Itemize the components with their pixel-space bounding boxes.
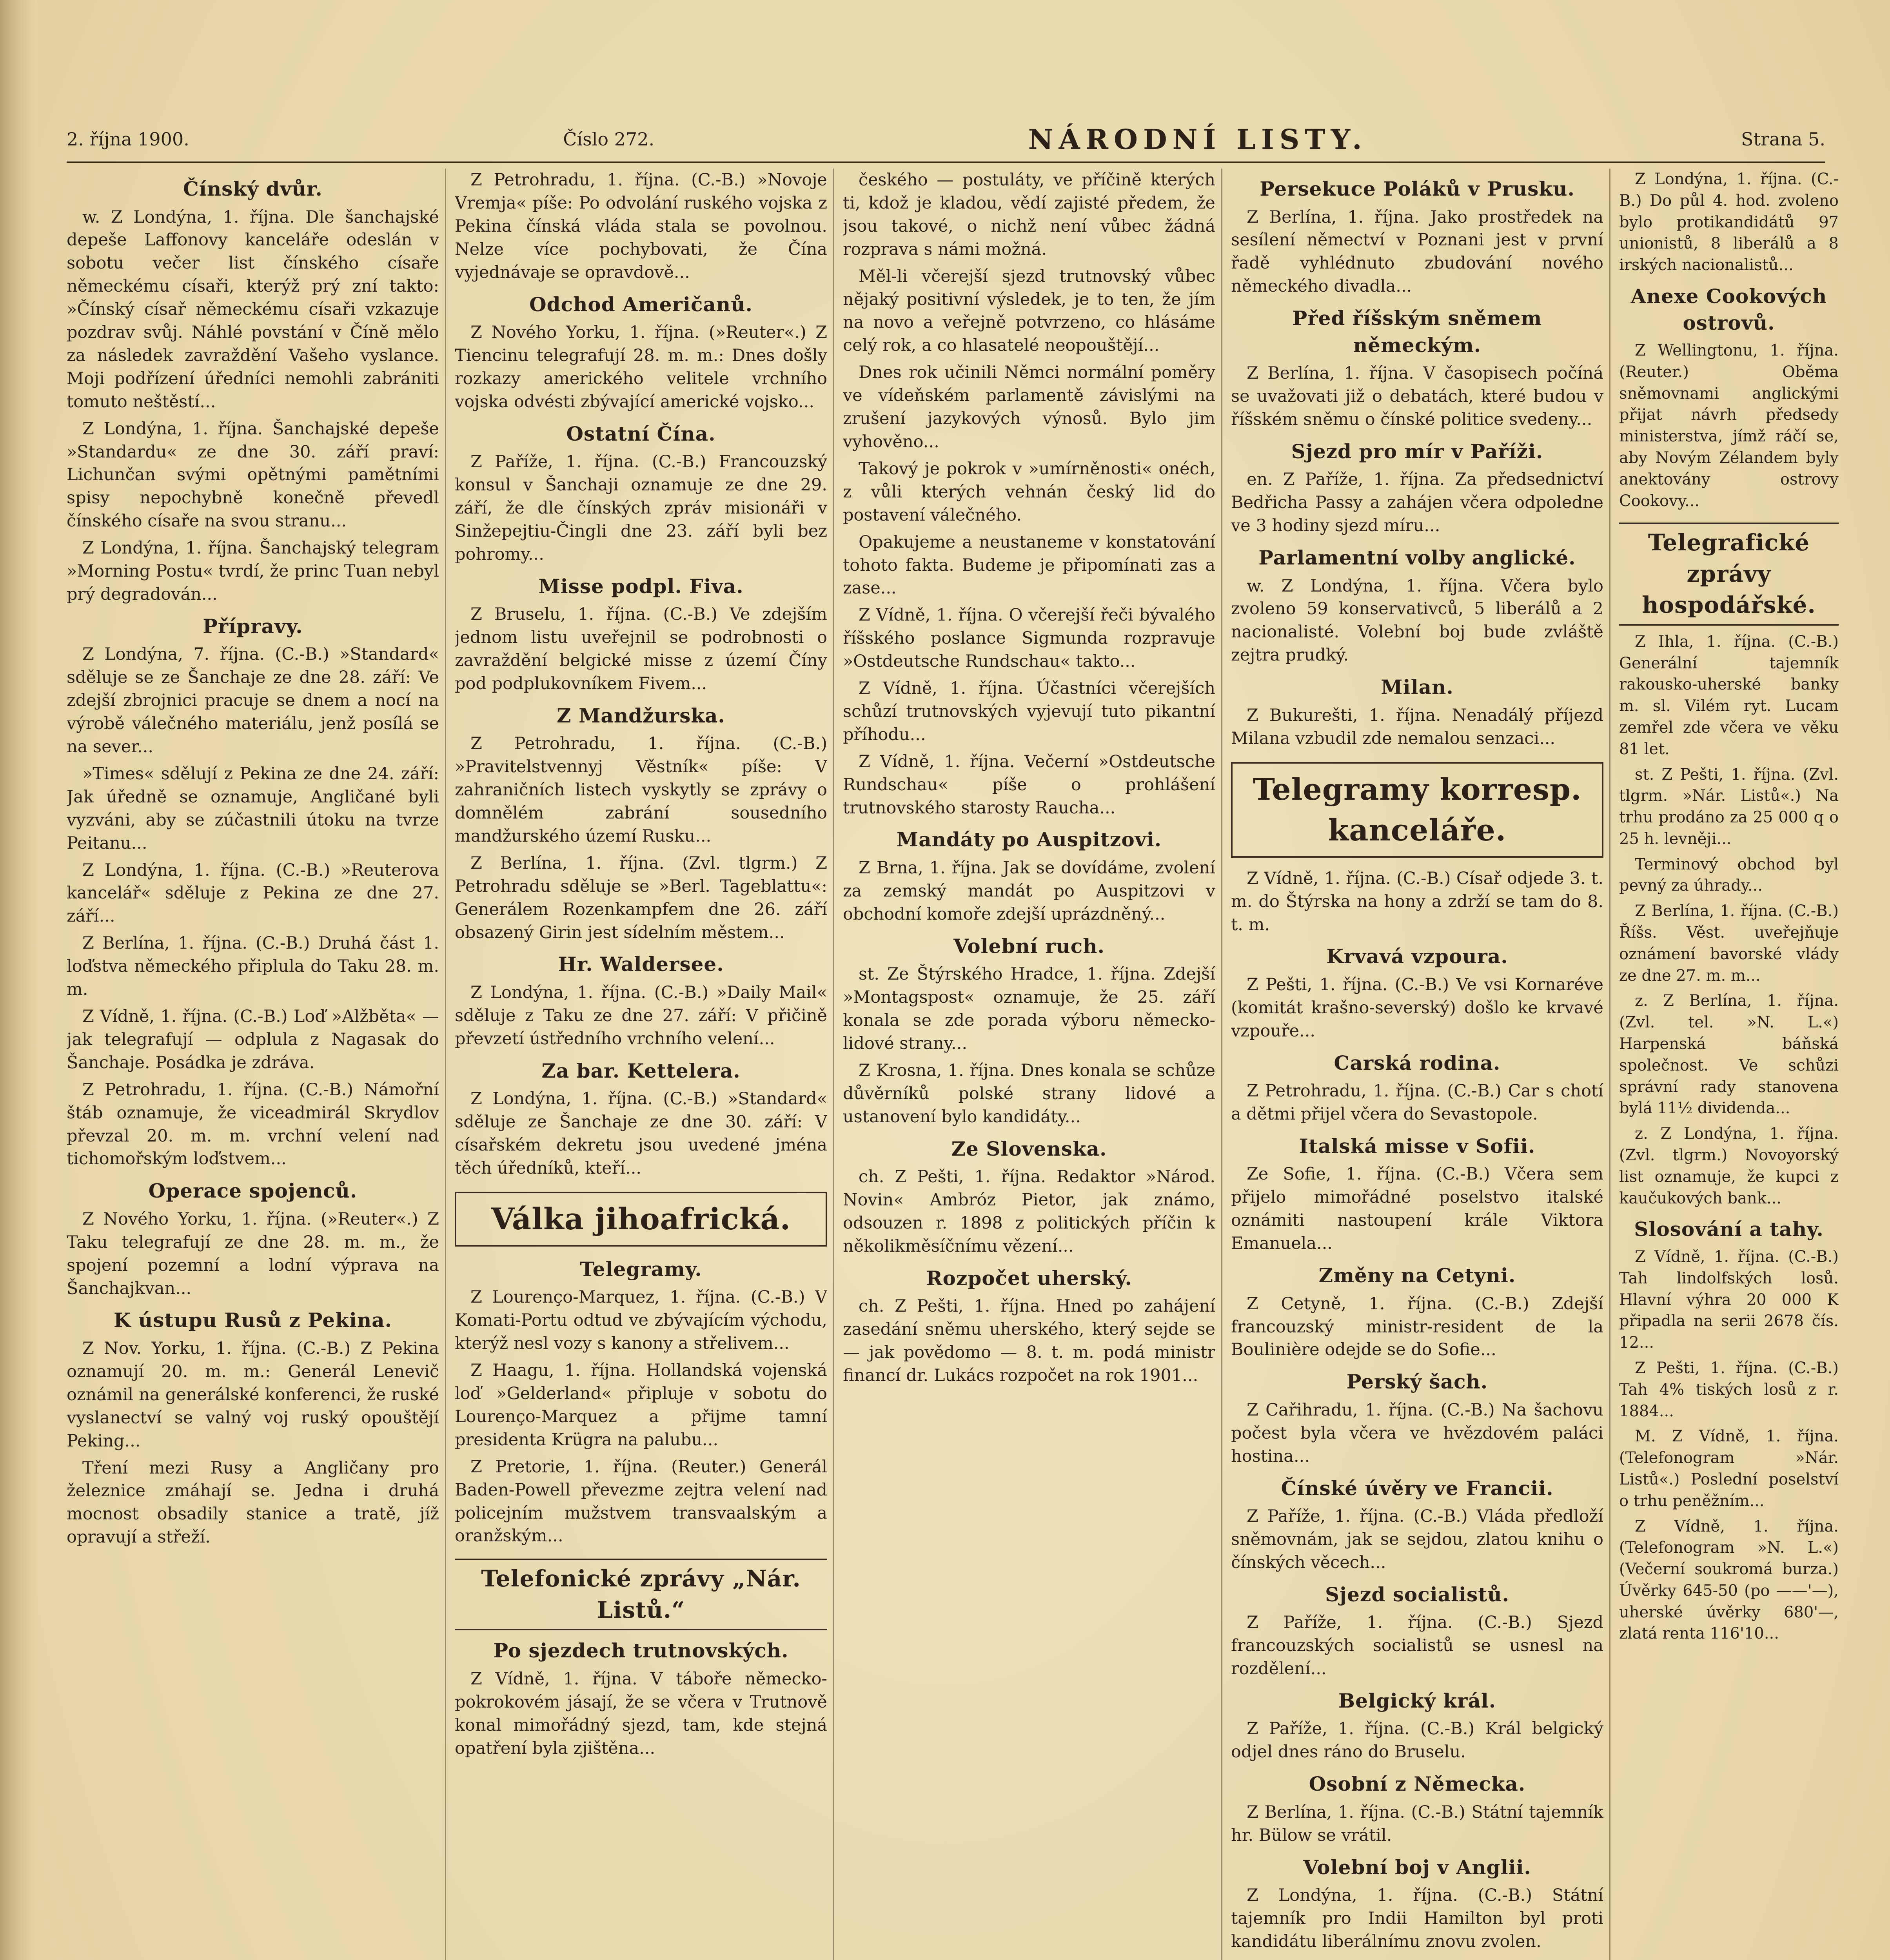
section-heading: Před říšským sněmem německým. (1292, 307, 1542, 357)
article-paragraph: z. Z Londýna, 1. října. (Zvl. tlgrm.) Novoyorský list oznamuje, že kupci z kaučukových bank... (1619, 1125, 1839, 1207)
article-paragraph: Z Londýna, 1. října. (C.-B.) »Reuterova kancelář« sděluje z Pekina ze dne 27. září... (67, 860, 439, 926)
article-paragraph: Z Londýna, 1. října. (C.-B.) »Daily Mail« sděluje z Taku ze dne 27. září: V přičině převzetí ústředního vrchního velení... (455, 982, 827, 1049)
article-paragraph: Z Haagu, 1. října. Hollandská vojenská loď »Gelderland« připluje v sobotu do Lourenço-Marquez a přijme tamní presidenta Krügra na palubu... (455, 1361, 827, 1450)
article-paragraph: Z Londýna, 1. října. Šanchajské depeše »Standardu« ze dne 30. září praví: Lichunčan svými opětnými pamětními spisy nepochybně konečně převedl čínského císaře na svou stranu... (67, 419, 439, 531)
section-heading: Parlamentní volby anglické. (1258, 546, 1576, 570)
article-paragraph: w. Z Londýna, 1. října. Včera bylo zvoleno 59 konservativců, 5 liberálů a 2 nacionalisté. Volební boj bude zvláště zejtra prudký. (1231, 576, 1603, 665)
article-paragraph: Dnes rok učinili Němci normální poměry ve vídeňském parlamentě závislými na zrušení jazykových výnosů. Bylo jim vyhověno... (843, 363, 1215, 452)
article-paragraph: z. Z Berlína, 1. října. (Zvl. tel. »N. L.«) Harpenská báňská společnost. Ve schůzi správní rady stanovena bylá 11½ dividenda... (1619, 992, 1839, 1118)
section-heading: Krvavá vzpoura. (1326, 945, 1508, 968)
article-paragraph: Z Petrohradu, 1. října. (C.-B.) Námořní štáb oznamuje, že viceadmirál Skrydlov převzal 20. m. m. vrchní velení nad tichomořským loďstvem... (67, 1080, 439, 1169)
article-paragraph: st. Ze Štýrského Hradce, 1. října. Zdejší »Montagspost« oznamuje, že 25. září konala se zde porada výboru německo-lidové strany... (843, 964, 1215, 1053)
section-heading: Volební boj v Anglii. (1303, 1855, 1531, 1879)
section-heading: Odchod Američanů. (529, 292, 753, 316)
article-paragraph: Z Vídně, 1. října. (C.-B.) Tah lindolfských losů. Hlavní výhra 20 000 K připadla na serii 2678 čís. 12... (1619, 1247, 1839, 1352)
section-heading: Sjezd socialistů. (1325, 1583, 1510, 1606)
section-heading: Carská rodina. (1334, 1051, 1501, 1074)
article-paragraph: Z Bukurešti, 1. října. Nenadálý příjezd Milana vzbudil zde nemalou senzaci... (1231, 705, 1603, 748)
section-heading: Misse podpl. Fiva. (538, 574, 744, 598)
article-paragraph: M. Z Vídně, 1. října. (Telefonogram »Nár. Listů«.) Poslední poselství o trhu peněžním... (1619, 1427, 1839, 1510)
article-paragraph: Terminový obchod byl pevný za úhrady... (1619, 855, 1839, 895)
article-paragraph: Z Petrohradu, 1. října. (C.-B.) »Pravitelstvennyj Věstník« píše: V zahraničních listech vyskytly se zprávy o domnělém zabrání sousedního mandžurského území Rusku... (455, 734, 827, 846)
article-paragraph: Z Pešti, 1. října. (C.-B.) Tah 4% tiských losů z r. 1884... (1619, 1359, 1839, 1420)
section-heading: Perský šach. (1346, 1370, 1488, 1394)
section-heading: K ústupu Rusů z Pekina. (113, 1308, 392, 1332)
article-paragraph: Z Berlína, 1. října. Jako prostředek na sesílení němectví v Poznani jest v první řadě vyhlédnuto zbudování nového německého divadla... (1231, 207, 1603, 296)
column-divider (833, 169, 834, 1960)
article-paragraph: Z Londýna, 1. října. (C.-B.) »Standard« sděluje ze Šanchaje ze dne 30. září: V císařském dekretu jsou uvedené jména těch úředníků, kteří... (455, 1089, 827, 1178)
ruled-section-title: Telegrafické zprávy hospodářské. (1619, 523, 1839, 625)
article-paragraph: Z Krosna, 1. října. Dnes konala se schůze důvěrníků polské strany lidové a ustanovení bylo kandidáty... (843, 1060, 1215, 1127)
section-heading: Změny na Cetyni. (1318, 1264, 1516, 1287)
article-paragraph: Z Nového Yorku, 1. října. (»Reuter«.) Z Taku telegrafují ze dne 28. m. m., že spojení pozemní a lodní výprava na Šanchajkvan... (67, 1209, 439, 1298)
section-heading: Čínský dvůr. (183, 177, 323, 200)
article-paragraph: Ze Sofie, 1. října. (C.-B.) Včera sem přijelo mimořádné poselstvo italské oznámiti nastoupení krále Viktora Emanuela... (1231, 1164, 1603, 1254)
boxed-section-title: Válka jihoafrická. (455, 1192, 827, 1247)
article-paragraph: Z Vídně, 1. října. (Telefonogram »N. L.«) (Večerní soukromá burza.) Úvěrky 645-50 (po ——'—), uherské úvěrky 680'—, zlatá renta 116'10... (1619, 1517, 1839, 1643)
article-paragraph: Z Cařihradu, 1. října. (C.-B.) Na šachovu počest byla včera ve hvězdovém paláci hostina... (1231, 1400, 1603, 1466)
article-paragraph: ch. Z Pešti, 1. října. Hned po zahájení zasedání sněmu uherského, který sejde se — jak povědomo — 8. t. m. podá ministr financí dr. Lukács rozpočet na rok 1901... (843, 1296, 1215, 1385)
article-paragraph: Z Berlína, 1. října. V časopisech počíná se uvažovati již o debatách, které budou v říšském sněmu o čínské politice svedeny... (1231, 363, 1603, 429)
article-paragraph: Z Nov. Yorku, 1. října. (C.-B.) Z Pekina oznamují 20. m. m.: Generál Lenevič oznámil na generálské konferenci, že ruské vyslanectví se valný voj ruský opouštějí Peking... (67, 1338, 439, 1451)
article-paragraph: »Times« sdělují z Pekina ze dne 24. září: Jak úředně se oznamuje, Angličané byli vyzváni, aby se zúčastnili útoku na tvrze Peitanu... (67, 764, 439, 853)
article-paragraph: Z Vídně, 1. října. V táboře německo-pokrokovém jásají, že se včera v Trutnově konal mimořádný sjezd, tam, kde stejná opatření byla zjištěna... (455, 1669, 827, 1758)
article-paragraph: Z Vídně, 1. října. Účastníci včerejších schůzí trutnovských vyjevují tuto pikantní příhodu... (843, 679, 1215, 744)
article-paragraph: Z Londýna, 1. října. Šanchajský telegram »Morning Postu« tvrdí, že princ Tuan nebyl prý degradován... (67, 538, 439, 604)
column-5 (1619, 169, 1839, 1960)
article-paragraph: Z Pešti, 1. října. (C.-B.) Ve vsi Kornaréve (komitát krašno-severský) došlo ke krvavé vzpouře... (1231, 975, 1603, 1041)
page-number: Strana 5. (1741, 129, 1825, 150)
article-paragraph: Z Londýna, 7. října. (C.-B.) »Standard« sděluje se ze Šanchaje ze dne 28. září: Ve zdejší zbrojnici pracuje se dnem a nocí na výrobě válečného materiálu, jenž posílá se na sever... (67, 644, 439, 757)
section-heading: Z Mandžurska. (557, 704, 725, 727)
article-paragraph: Z Berlína, 1. října. (C.-B.) Říšs. Věst. uveřejňuje oznámení bavorské vlády ze dne 27. m. m... (1619, 902, 1839, 985)
article-paragraph: Z Vídně, 1. října. (C.-B.) Císař odjede 3. t. m. do Štýrska na hony a zdrží se tam do 8. t. m. (1231, 868, 1603, 935)
article-paragraph: st. Z Pešti, 1. října. (Zvl. tlgrm. »Nár. Listů«.) Na trhu prodáno za 25 000 q o 25 h. levněji... (1619, 765, 1839, 848)
column-4 (1231, 169, 1603, 1960)
article-paragraph: Z Nového Yorku, 1. října. (»Reuter«.) Z Tiencinu telegrafují 28. m. m.: Dnes došly rozkazy amerického velitele vrchního vojska odvésti zbývající americké vojsko... (455, 323, 827, 412)
section-heading: Anexe Cookových ostrovů. (1630, 284, 1827, 335)
article-paragraph: Tření mezi Rusy a Angličany pro železnice zmáhají se. Jedna i druhá mocnost obsadily stanice a tratě, jíž opravují a střeží. (67, 1458, 439, 1547)
section-heading: Italská misse v Sofii. (1299, 1134, 1536, 1158)
section-heading: Osobní z Německa. (1309, 1772, 1526, 1796)
article-paragraph: Měl-li včerejší sjezd trutnovský vůbec nějaký positivní výsledek, je to ten, že jím na novo a veřejně potvrzeno, co hlásáme celý rok, a co hlasatelé neopouštějí... (843, 266, 1215, 356)
section-heading: Čínské úvěry ve Francii. (1281, 1476, 1554, 1500)
column-divider (1221, 169, 1222, 1960)
article-paragraph: Z Vídně, 1. října. Večerní »Ostdeutsche Rundschau« píše o prohlášení trutnovského starosty Raucha... (843, 751, 1215, 818)
section-heading: Milan. (1381, 675, 1454, 699)
article-paragraph: Opakujeme a neustaneme v konstatování tohoto fakta. Budeme je připomínati zas a zase... (843, 532, 1215, 598)
article-paragraph: ch. Z Pešti, 1. října. Redaktor »Národ. Novin« Ambróz Pietor, jak známo, odsouzen r. 1898 z politických příčin k několikměsíčnímu vězení... (843, 1167, 1215, 1256)
issue-date: 2. října 1900. (67, 129, 189, 150)
article-paragraph: Z Bruselu, 1. října. (C.-B.) Ve zdejším jednom listu uveřejnil se podrobnosti o zavraždění belgické misse z území Číny pod podplukovníkem Fivem... (455, 604, 827, 693)
section-heading: Mandáty po Auspitzovi. (896, 828, 1162, 851)
column-1 (67, 169, 439, 1960)
article-paragraph: Z Ihla, 1. října. (C.-B.) Generální tajemník rakousko-uherské banky m. sl. Vilém ryt. Lucam zemřel zde včera ve věku 81 let. (1619, 632, 1839, 758)
binding-spine (0, 0, 37, 1960)
section-heading: Sjezd pro mír v Paříži. (1291, 439, 1543, 463)
article-paragraph: Z Brna, 1. října. Jak se dovídáme, zvolení za zemský mandát po Auspitzovi v obchodní komoře zdejší uprázdněný... (843, 858, 1215, 924)
section-heading: Rozpočet uherský. (926, 1266, 1132, 1290)
article-paragraph: Z Lourenço-Marquez, 1. října. (C.-B.) V Komati-Portu odtud ve zbývajícím východu, kterýž nesl vozy s kanony a střelivem... (455, 1287, 827, 1354)
ruled-section-title: Telefonické zprávy „Nár. Listů.“ (455, 1559, 827, 1630)
column-divider (445, 169, 446, 1960)
section-heading: Za bar. Kettelera. (541, 1059, 741, 1082)
section-heading: Belgický král. (1338, 1689, 1496, 1712)
article-paragraph: Z Paříže, 1. října. (C.-B.) Král belgický odjel dnes ráno do Bruselu. (1231, 1719, 1603, 1762)
article-paragraph: Z Londýna, 1. října. (C.-B.) Do půl 4. hod. zvoleno bylo protikandidátů 97 unionistů, 8 liberálů a 8 irských nacionalistů... (1619, 170, 1839, 274)
page-header (67, 118, 1825, 163)
section-heading: Telegramy. (580, 1257, 702, 1281)
section-heading: Přípravy. (203, 614, 303, 638)
section-heading: Ostatní Čína. (566, 422, 716, 445)
article-paragraph: Z Berlína, 1. října. (C.-B.) Státní tajemník hr. Bülow se vrátil. (1231, 1802, 1603, 1845)
column-3 (843, 169, 1215, 1960)
boxed-section-title: Telegramy korresp. kanceláře. (1231, 762, 1603, 858)
section-heading: Volební ruch. (953, 934, 1105, 958)
article-paragraph: Z Vídně, 1. října. (C.-B.) Loď »Alžběta« — jak telegrafují — odplula z Nagasak do Šanchaje. Posádka je zdráva. (67, 1007, 439, 1073)
section-heading: Ze Slovenska. (951, 1137, 1107, 1160)
article-paragraph: Z Cetyně, 1. října. (C.-B.) Zdejší francouzský ministr-resident de la Boulinière odejde se do Sofie... (1231, 1294, 1603, 1360)
section-heading: Hr. Waldersee. (558, 953, 724, 976)
article-paragraph: Z Berlína, 1. října. (Zvl. tlgrm.) Z Petrohradu sděluje se »Berl. Tageblattu«: Generálem Rozenkampfem dne 26. září obsazený Girin jest sídelním městem... (455, 853, 827, 942)
article-paragraph: Z Londýna, 1. října. (C.-B.) Státní tajemník pro Indii Hamilton byl proti kandidátu liberálnímu znovu zvolen. (1231, 1886, 1603, 1951)
article-paragraph: Z Paříže, 1. října. (C.-B.) Sjezd francouzských socialistů se usnesl na rozdělení... (1231, 1613, 1603, 1679)
column-2 (455, 169, 827, 1960)
issue-number: Číslo 272. (563, 129, 655, 150)
article-paragraph: Z Berlína, 1. října. (C.-B.) Druhá část 1. loďstva německého připlula do Taku 28. m. m. (67, 933, 439, 1000)
article-paragraph: Z Paříže, 1. října. (C.-B.) Francouzský konsul v Šanchaji oznamuje ze dne 29. září, že dle čínských zpráv misionáři v Sinžepejtiu-Čingli dne 23. září byli bez pohromy... (455, 452, 827, 564)
section-heading: Slosování a tahy. (1634, 1218, 1824, 1241)
article-paragraph: českého — postuláty, ve příčině kterých ti, kdož je kladou, vědí zajisté předem, že jsou takové, o nichž není vůbec žádná rozprava s námi možná. (843, 170, 1215, 259)
article-paragraph: Z Petrohradu, 1. října. (C.-B.) »Novoje Vremja« píše: Po odvolání ruského vojska z Pekina čínská vláda stala se povolnou. Nelze více pochybovati, že Čína vyjednávaje se opravdově... (455, 170, 827, 282)
article-paragraph: w. Z Londýna, 1. října. Dle šanchajské depeše Laffonovy kanceláře odeslán v sobotu večer list čínského císaře německému císaři, kterýž prý zní takto: »Čínský císař německému císaři vzkazuje pozdrav svůj. Náhlé povstání v Číně mělo za následek zavraždění Vašeho vyslance. Moji podřízení úředníci nemohli zabrániti tomuto neštěstí... (67, 207, 439, 412)
column-divider (1609, 169, 1610, 1960)
masthead-title: NÁRODNÍ LISTY. (1028, 123, 1367, 156)
article-paragraph: en. Z Paříže, 1. října. Za předsednictví Bedřicha Passy a zahájen včera odpoledne ve 3 hodiny sjezd míru... (1231, 470, 1603, 536)
article-paragraph: Z Paříže, 1. října. (C.-B.) Vláda předloží sněmovnám, jak se sejdou, zlatou knihu o čínských věcech... (1231, 1506, 1603, 1572)
section-heading: Po sjezdech trutnovských. (493, 1639, 789, 1662)
article-paragraph: Z Petrohradu, 1. října. (C.-B.) Car s chotí a dětmi přijel včera do Sevastopole. (1231, 1081, 1603, 1124)
section-heading: Persekuce Poláků v Prusku. (1260, 177, 1575, 200)
section-heading: Operace spojenců. (148, 1179, 358, 1203)
article-paragraph: Takový je pokrok v »umírněnosti« onéch, z vůli kterých vehnán český lid do postavení válečného. (843, 459, 1215, 525)
article-paragraph: Z Wellingtonu, 1. října. (Reuter.) Oběma sněmovnami anglickými přijat návrh předsedy ministerstva, jímž ráčí se, aby Novým Zélandem byly anektovány ostrovy Cookovy... (1619, 341, 1839, 510)
article-paragraph: Z Vídně, 1. října. O včerejší řeči bývalého říšského poslance Sigmunda rozpravuje »Ostdeutsche Rundschau« takto... (843, 605, 1215, 671)
article-paragraph: Z Pretorie, 1. října. (Reuter.) Generál Baden-Powell převezme zejtra velení nad policejním mužstvem transvaalským a oranžským... (455, 1457, 827, 1546)
